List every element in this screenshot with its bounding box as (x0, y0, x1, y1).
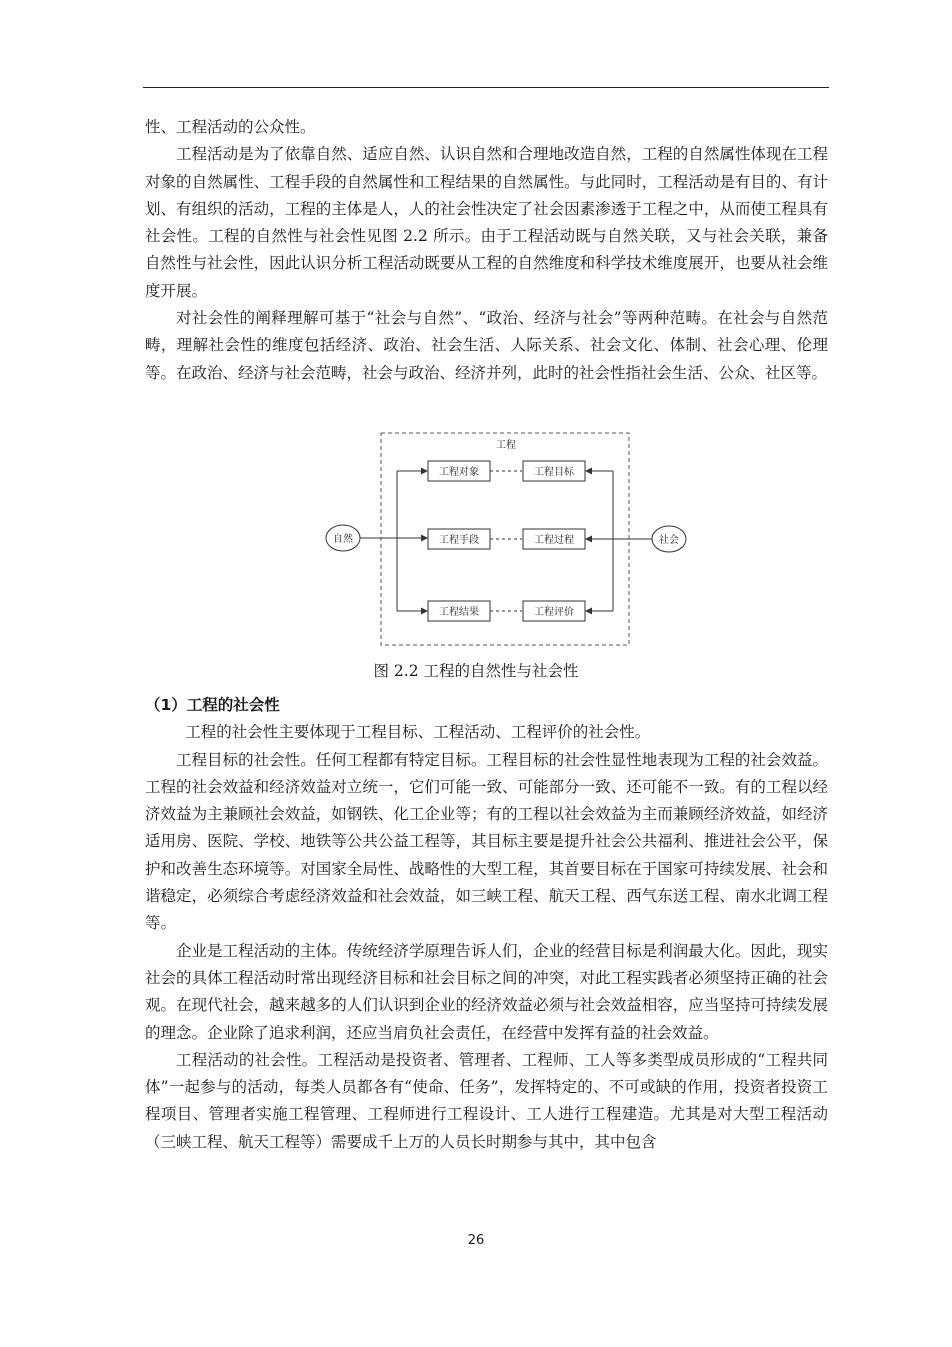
body-text-bottom (145, 692, 828, 1156)
figure-2-2-diagram (310, 425, 700, 655)
box-engineering-means-label: 工程手段 (439, 535, 479, 546)
header-rule (143, 87, 829, 88)
section-heading: （1）工程的社会性 (145, 696, 280, 714)
paragraph: 工程活动是为了依靠自然、适应自然、认识自然和合理地改造自然，工程的自然属性体现在工程对象的自然属性、工程手段的自然属性和工程结果的自然属性。与此同时，工程活动是有目的、有计划、有组织的活动，工程的主体是人，人的社会性决定了社会因素渗透于工程之中，从而使工程具有社会性。工程的自然性与社会性见图 2.2 所示。由于工程活动既与自然关联，又与社会关联，兼备自然性与社会性，因此认识分析工程活动既要从工程的自然维度和科学技术维度展开，也要从社会维度开展。 (145, 145, 828, 300)
body-text-top (145, 114, 828, 387)
paragraph: 企业是工程活动的主体。传统经济学原理告诉人们，企业的经营目标是利润最大化。因此，现实社会的具体工程活动时常出现经济目标和社会目标之间的冲突，对此工程实践者必须坚持正确的社会观。在现代社会，越来越多的人们认识到企业的经济效益必须与社会效益相容，应当坚持可持续发展的理念。企业除了追求利润，还应当肩负社会责任，在经营中发挥有益的社会效益。 (145, 941, 828, 1042)
box-engineering-process-label: 工程过程 (534, 535, 574, 546)
paragraph: 工程目标的社会性。任何工程都有特定目标。工程目标的社会性显性地表现为工程的社会效益。工程的社会效益和经济效益对立统一，它们可能一致、可能部分一致、还可能不一致。有的工程以经济效益为主兼顾社会效益，如钢铁、化工企业等；有的工程以社会效益为主而兼顾经济效益，如经济适用房、医院、学校、地铁等公共公益工程等，其目标主要是提升社会公共福利、推进社会公平，保护和改善生态环境等。对国家全局性、战略性的大型工程，其首要目标在于国家可持续发展、社会和谐稳定，必须综合考虑经济效益和社会效益，如三峡工程、航天工程、西气东送工程、南水北调工程等。 (145, 750, 828, 933)
paragraph: 工程活动的社会性。工程活动是投资者、管理者、工程师、工人等多类型成员形成的“工程共同体”一起参与的活动，每类人员都各有“使命、任务”，发挥特定的、不可或缺的作用，投资者投资工程项目、管理者实施工程管理、工程师进行工程设计、工人进行工程建造。尤其是对大型工程活动（三峡工程、航天工程等）需要成千上万的人员长时期参与其中，其中包含 (145, 1050, 828, 1151)
box-engineering-result-label: 工程结果 (439, 607, 479, 618)
paragraph: 对社会性的阐释理解可基于“社会与自然”、“政治、经济与社会”等两种范畴。在社会与自然范畴，理解社会性的维度包括经济、政治、社会生活、人际关系、社会文化、体制、社会心理、伦理等。在政治、经济与社会范畴，社会与政治、经济并列，此时的社会性指社会生活、公众、社区等。 (145, 309, 828, 382)
box-engineering-evaluation-label: 工程评价 (534, 607, 574, 618)
nature-label: 自然 (333, 534, 353, 545)
box-engineering-object-label: 工程对象 (439, 467, 479, 478)
paragraph: 性、工程活动的公众性。 (145, 118, 316, 136)
frame-label: 工程 (496, 440, 516, 451)
page-number: 26 (467, 1233, 485, 1248)
society-label: 社会 (659, 535, 679, 546)
box-engineering-goal-label: 工程目标 (534, 467, 574, 478)
figure-caption: 图 2.2 工程的自然性与社会性 (373, 662, 579, 680)
paragraph: 工程的社会性主要体现于工程目标、工程活动、工程评价的社会性。 (185, 723, 651, 742)
